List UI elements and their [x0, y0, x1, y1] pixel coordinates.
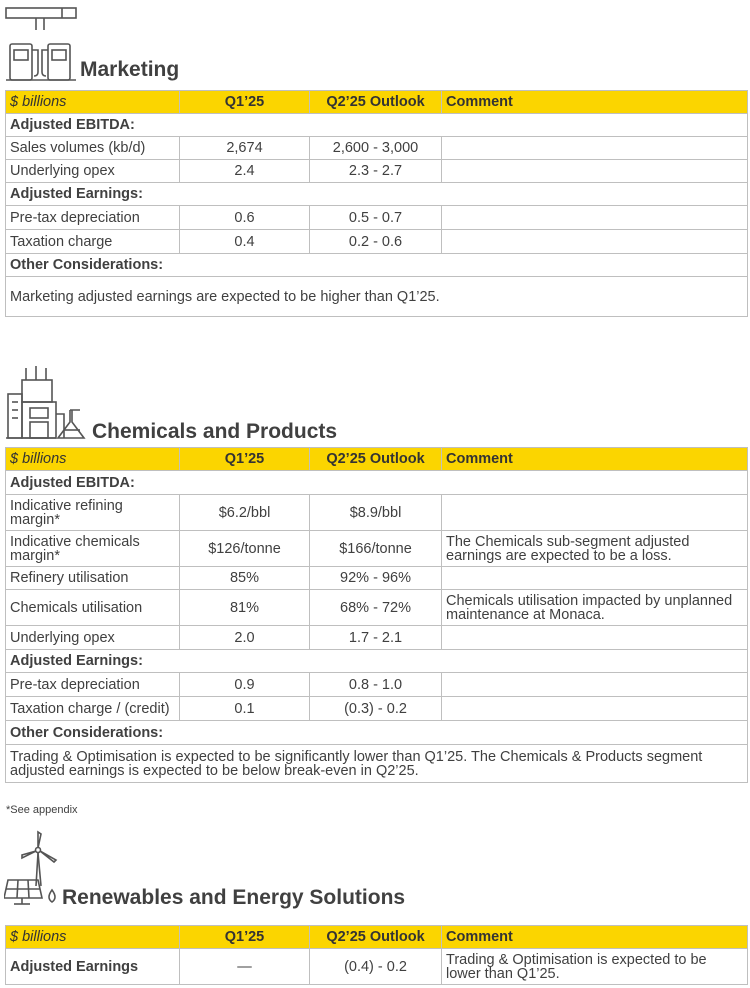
col-header-comment: Comment [442, 926, 748, 949]
outlook-value: $8.9/bbl [310, 495, 442, 531]
marketing-section-header [4, 6, 179, 82]
comment-cell [442, 626, 748, 650]
table-row [6, 567, 748, 590]
fuel-pump-icon [4, 6, 78, 82]
outlook-value: 0.8 - 1.0 [310, 673, 442, 697]
subheader-row: Other Considerations: [6, 721, 748, 745]
col-header-q1: Q1’25 [180, 926, 310, 949]
q1-value: 85% [180, 567, 310, 590]
comment-cell: The Chemicals sub-segment adjusted earnings are expected to be a loss. [442, 531, 748, 567]
comment-cell [442, 495, 748, 531]
outlook-value: 2.3 - 2.7 [310, 160, 442, 183]
q1-value: $6.2/bbl [180, 495, 310, 531]
table-row [6, 230, 748, 254]
table-row [6, 697, 748, 721]
subheader-row: Adjusted Earnings: [6, 650, 748, 673]
col-header-outlook: Q2’25 Outlook [310, 448, 442, 471]
outlook-value: 1.7 - 2.1 [310, 626, 442, 650]
table-row [6, 590, 748, 626]
q1-value: $126/tonne [180, 531, 310, 567]
outlook-value: (0.4) - 0.2 [310, 949, 442, 985]
section-title: Marketing [80, 58, 180, 81]
outlook-value: $166/tonne [310, 531, 442, 567]
q1-value: 0.4 [180, 230, 310, 254]
subheader-row: Adjusted EBITDA: [6, 114, 748, 137]
row-label: Pre-tax depreciation [6, 673, 180, 697]
section-title: Renewables and Energy Solutions [62, 886, 406, 909]
comment-cell [442, 567, 748, 590]
row-label: Chemicals utilisation [6, 590, 180, 626]
row-label: Sales volumes (kb/d) [6, 137, 180, 160]
chemicals-section-header [4, 364, 337, 442]
col-header-units: $ billions [6, 448, 180, 471]
row-label: Underlying opex [6, 160, 180, 183]
comment-cell [442, 697, 748, 721]
footnote: *See appendix [6, 804, 78, 816]
q1-value: 0.1 [180, 697, 310, 721]
table-row [6, 137, 748, 160]
row-label: Indicative chemicals margin* [6, 531, 180, 567]
q1-value: 2,674 [180, 137, 310, 160]
row-label: Taxation charge / (credit) [6, 697, 180, 721]
outlook-value: 0.2 - 0.6 [310, 230, 442, 254]
col-header-units: $ billions [6, 91, 180, 114]
col-header-outlook: Q2’25 Outlook [310, 91, 442, 114]
q1-value: 81% [180, 590, 310, 626]
marketing-table [5, 90, 748, 317]
comment-cell [442, 206, 748, 230]
col-header-q1: Q1’25 [180, 448, 310, 471]
q1-value: 0.9 [180, 673, 310, 697]
outlook-value: 92% - 96% [310, 567, 442, 590]
col-header-outlook: Q2’25 Outlook [310, 926, 442, 949]
subheader-row: Adjusted Earnings: [6, 183, 748, 206]
refinery-flask-icon [4, 364, 90, 442]
q1-value: 2.4 [180, 160, 310, 183]
comment-cell [442, 230, 748, 254]
row-label: Refinery utilisation [6, 567, 180, 590]
outlook-value: 68% - 72% [310, 590, 442, 626]
other-considerations-note: Marketing adjusted earnings are expected to be higher than Q1’25. [6, 277, 748, 317]
other-considerations-note: Trading & Optimisation is expected to be significantly lower than Q1’25. The Chemicals & Products segment adjusted earnings is expected to be below break-even in Q2’25. [6, 745, 748, 783]
table-row [6, 495, 748, 531]
col-header-comment: Comment [442, 91, 748, 114]
renewables-table [5, 925, 748, 985]
q1-value: — [180, 949, 310, 985]
comment-cell [442, 673, 748, 697]
row-label: Pre-tax depreciation [6, 206, 180, 230]
chemicals-table [5, 447, 748, 783]
col-header-units: $ billions [6, 926, 180, 949]
table-row [6, 626, 748, 650]
comment-cell [442, 137, 748, 160]
row-label: Underlying opex [6, 626, 180, 650]
section-title: Chemicals and Products [92, 420, 338, 443]
wind-solar-icon [4, 830, 62, 908]
row-label: Indicative refining margin* [6, 495, 180, 531]
outlook-value: 2,600 - 3,000 [310, 137, 442, 160]
table-row [6, 206, 748, 230]
comment-cell: Chemicals utilisation impacted by unplanned maintenance at Monaca. [442, 590, 748, 626]
col-header-comment: Comment [442, 448, 748, 471]
comment-cell [442, 160, 748, 183]
table-row [6, 673, 748, 697]
subheader-row: Adjusted EBITDA: [6, 471, 748, 495]
outlook-value: 0.5 - 0.7 [310, 206, 442, 230]
row-label: Taxation charge [6, 230, 180, 254]
comment-cell: Trading & Optimisation is expected to be lower than Q1’25. [442, 949, 748, 985]
col-header-q1: Q1’25 [180, 91, 310, 114]
table-row [6, 160, 748, 183]
outlook-value: (0.3) - 0.2 [310, 697, 442, 721]
q1-value: 2.0 [180, 626, 310, 650]
table-row [6, 949, 748, 985]
q1-value: 0.6 [180, 206, 310, 230]
table-row [6, 531, 748, 567]
renewables-section-header [4, 830, 405, 908]
row-label: Adjusted Earnings [6, 949, 180, 985]
subheader-row: Other Considerations: [6, 254, 748, 277]
